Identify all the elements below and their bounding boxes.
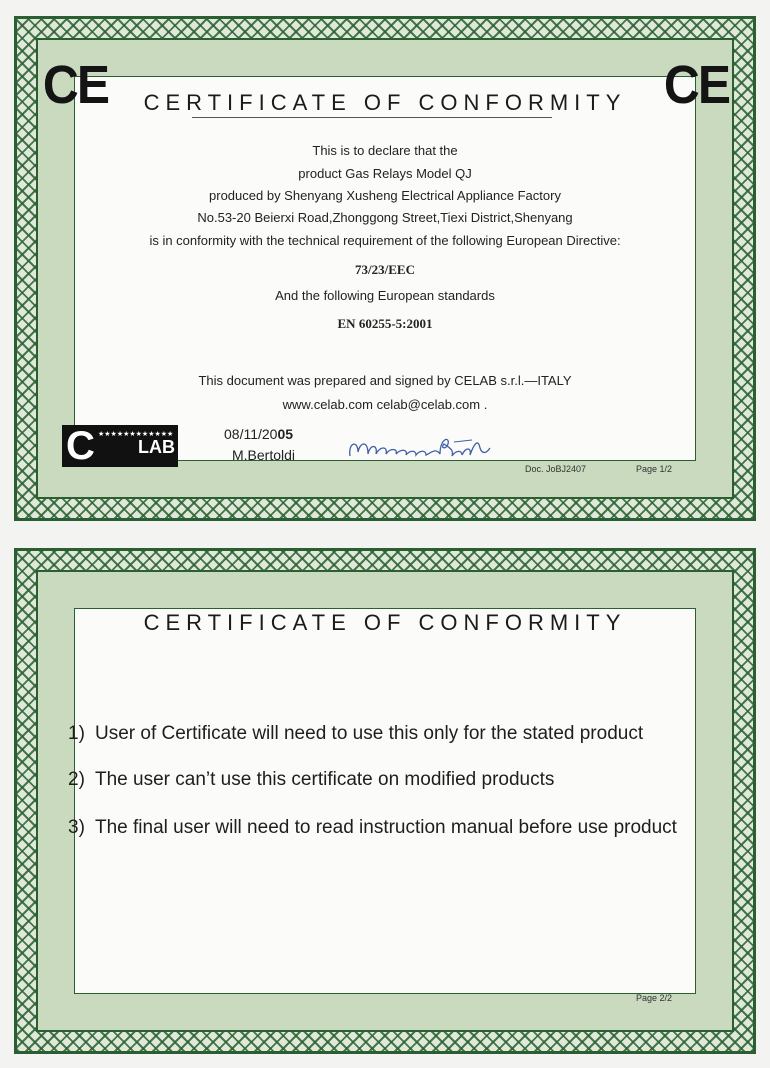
- title-underline: [192, 117, 552, 118]
- list-item-number: 1): [68, 723, 85, 744]
- prepared-by-line: This document was prepared and signed by CELAB s.r.l.—ITALY: [198, 373, 572, 388]
- list-item-text: The user can’t use this certificate on modified products: [95, 769, 555, 790]
- date-suffix: 05: [277, 426, 294, 442]
- page-number: Page 1/2: [636, 464, 673, 474]
- certificate-title: CERTIFICATE OF CONFORMITY: [143, 90, 627, 115]
- celab-logo: [62, 425, 178, 467]
- document-reference: Doc. JoBJ2407: [525, 464, 587, 474]
- declaration-line-1: This is to declare that the: [312, 143, 458, 158]
- border-band: [36, 570, 734, 1032]
- declaration-line-5: is in conformity with the technical requirement of the following European Directive:: [149, 233, 621, 248]
- declaration-line-4: No.53-20 Beierxi Road,Zhonggong Street,Tiexi District,Shenyang: [197, 210, 573, 225]
- date-prefix: 08/11/20: [224, 426, 278, 442]
- issue-date: [224, 426, 293, 442]
- list-item-text: The final user will need to read instruction manual before use product: [95, 817, 677, 838]
- list-item-number: 3): [68, 817, 85, 838]
- list-item-number: 2): [68, 769, 85, 790]
- logo-text: LAB: [138, 437, 175, 457]
- standard-code: EN 60255-5:2001: [337, 316, 433, 331]
- declaration-line-3: produced by Shenyang Xusheng Electrical Appliance Factory: [209, 188, 561, 203]
- declaration-line-2: product Gas Relays Model QJ: [298, 166, 472, 181]
- ce-mark-left: CE: [42, 55, 109, 115]
- list-item-text: User of Certificate will need to use this only for the stated product: [95, 723, 644, 744]
- ce-mark-right: CE: [663, 55, 730, 115]
- page-number: Page 2/2: [636, 993, 673, 1003]
- logo-letter: C: [66, 424, 95, 468]
- certificate-title: CERTIFICATE OF CONFORMITY: [143, 610, 627, 635]
- logo-stars-icon: ★★★★★★★★★★★★: [98, 431, 174, 438]
- handwritten-signature: [344, 430, 494, 466]
- directive-code: 73/23/EEC: [355, 262, 415, 277]
- certificate-paper: [74, 608, 696, 994]
- contact-line: www.celab.com celab@celab.com .: [282, 397, 488, 412]
- signer-name: M.Bertoldi: [232, 447, 296, 463]
- standards-intro: And the following European standards: [275, 288, 495, 303]
